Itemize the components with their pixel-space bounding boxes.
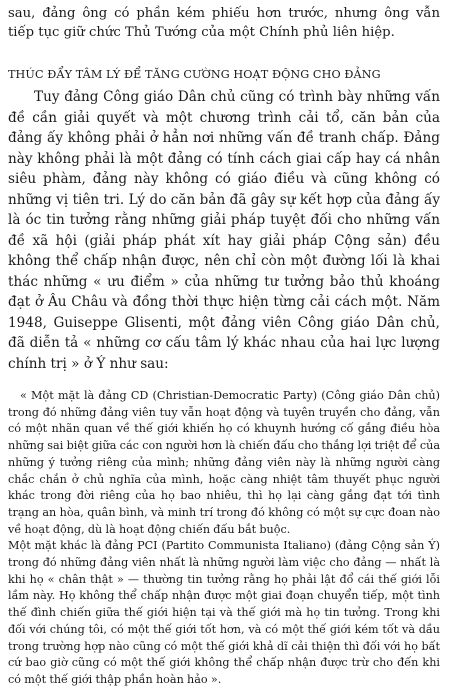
block-quote [8,388,440,689]
body-paragraph: Tuy đảng Công giáo Dân chủ cũng có trình bày những vấn đề cần giải quyết và một chương trình cải tổ, căn bản của đảng ấy không phải ở hẳn nơi những vấn đề tranh chấp. Đảng này không phải là một đảng có tính cách giai cấp hay cá nhân siêu phàm, đảng này không có giáo điều và cũng không có những vị tiên tri. Lý do căn bản đã gây sự kết hợp của đảng ấy là óc tin tưởng rằng những giải pháp tuyệt đối cho những vấn đề xã hội (giải pháp phát xít hay giải pháp Cộng sản) đều không thể chấp nhận được, nên chỉ còn một đường lối là khai thác những « ưu điểm » của những tư tưởng bảo thủ khoáng đạt ở Âu Châu và đồng thời thực hiện từng cải cách một. Năm 1948, Guiseppe Glisenti, một đảng viên Công giáo Dân chủ, đã diễn tả « những cơ cấu tâm lý khác nhau của hai lực lượng chính trị » ở Ý như sau: [8,89,440,372]
quote-part-2: Một mặt khác là đảng PCI (Partito Communista Italiano) (đảng Cộng sản Ý) trong đó những đảng viên nhất là những người làm việc cho đảng — nhất là khi họ « chân thật » — thường tin tưởng rằng họ phải lật đổ cái thế giới lỗi lầm này. Họ không thể chấp nhận được một giai đoạn chuyển tiếp, một tình thế đình chiến giữa thế giới hiện tại và thế giới mà họ tin tưởng. Trong khi đối với chúng tôi, có một thế giới tốt hơn, và có một thế giới kém tốt và dầu trong trường hợp nào cũng có một thế giới khả dĩ cải thiện thì đối với họ bất cứ bao giờ cũng có một thế giới không thể chấp nhận được trừ cho đến khi có một thế giới thập phần hoàn hảo ». [8,539,440,686]
quote-part-1: « Một mặt là đảng CD (Christian-Democratic Party) (Công giáo Dân chủ) trong đó những đảng viên tuy vẫn hoạt động và tuyên truyền cho đảng, vẫn có một nhãn quan về thế giới khiến họ có khuynh hướng cố gắng điều hòa những sai biệt giữa các con người hơn là chiến đấu cho thắng lợi triệt để của những ý tưởng riêng của mình; những đảng viên này là những người càng chắc chắn ở chủ nghĩa của mình, hoặc càng nhiệt tâm thuyết phục người khác trong đời riêng của họ bao nhiêu, thì họ lại càng gắng đạt tới tình trạng an hòa, quân bình, và minh trí trong đó không có một sự cực đoan nào về hoạt động, dù là hoạt động chiến đấu bắt buộc. [8,389,440,536]
document-page [8,4,440,689]
section-heading: THÚC ĐẨY TÂM LÝ ĐỂ TĂNG CƯỜNG HOẠT ĐỘNG CHO ĐẢNG [8,68,381,81]
intro-paragraph: sau, đảng ông có phần kém phiếu hơn trước, nhưng ông vẫn tiếp tục giữ chức Thủ Tướng của một Chính phủ liên hiệp. [8,6,440,40]
